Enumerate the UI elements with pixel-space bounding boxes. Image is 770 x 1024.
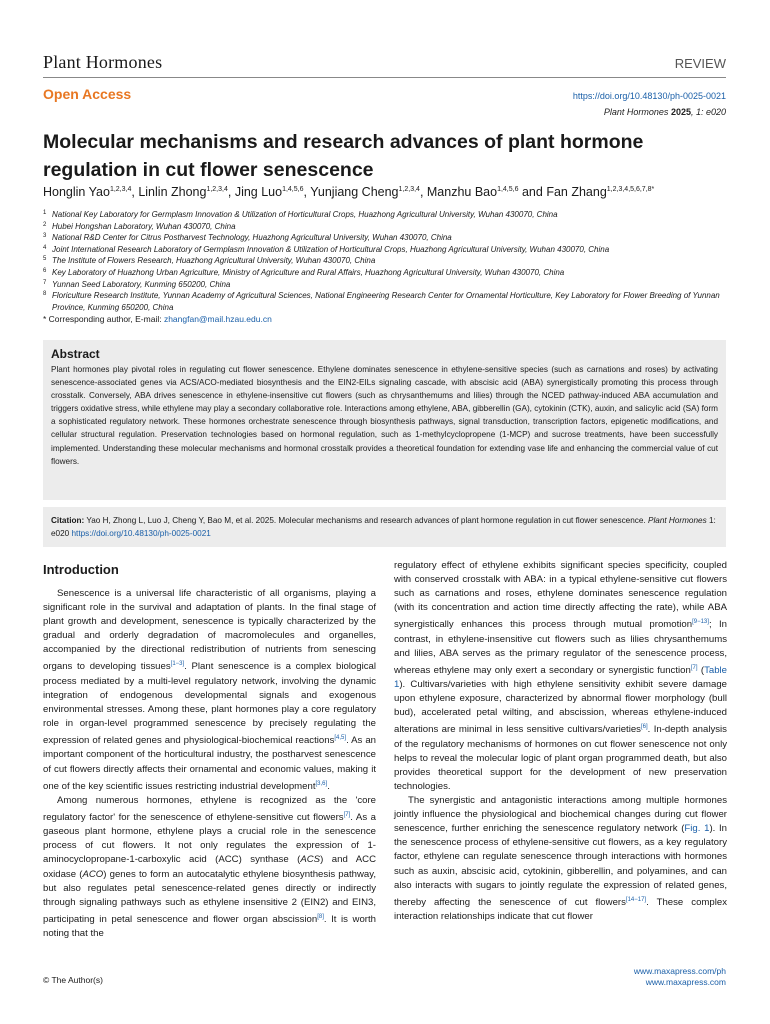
reference-link[interactable]: [8]	[317, 913, 324, 920]
paragraph: The synergistic and antagonistic interactions among multiple hormones jointly influence the physiological and biochemical changes during cut flower senescence, further enriching the senescence regulatory network (Fig. 1). In the senescence process of ethylene-sensitive cut flowers, as a key regulatory factor, ethylene can regulate senescence through interactions with hormones such as auxin, abscisic acid, cytokinin, gibberellin, and polyamines, and can also interacts with sugars to jointly regulate the expression of related genes, thereby affecting the senescence of cut flowers[14−17]. These complex interaction relationships indicate that cut flower	[394, 795, 727, 922]
reference-link[interactable]: [9−13]	[692, 619, 709, 626]
abstract-text: Plant hormones play pivotal roles in regulating cut flower senescence. Ethylene dominates senescence in ethylene-sensitive species (such as carnations and roses) by activating senescence-associated genes via ACS/ACO-mediated biosynthesis and the EIN2-EILs signaling cascade, with abscisic acid (ABA) synergistically promoting this process through crosstalk. Conversely, ABA drives senescence in ethylene-insensitive cut flowers (such as chrysanthemums and lilies) through the NCED pathway-induced ABA accumulation and triggers oxidative stress, while ethylene may play a secondary collaborative role. Interactions among ethylene, ABA, gibberellin (GA), cytokinin (CTK), auxin, and salicylic acid (SA) form a sophisticated regulatory network. These hormones orchestrate senescence through biosynthesis pathways, signal transduction, transcription factors, epigenetic modifications, and cellular structural regulation. Preservation technologies based on hormonal regulation, such as 1-methylcyclopropene (1-MCP) and sucrose treatments, have been successfully implemented. Understanding these molecular mechanisms and hormonal crosstalk provides a theoretical foundation for extending vase life and enhancing the commercial value of cut flowers.	[51, 365, 718, 466]
affiliation: 1 National Key Laboratory for Germplasm Innovation & Utilization of Horticultural Crops, Huazhong Agricultural University, Wuhan 430070, China	[43, 210, 558, 219]
table-link[interactable]: Table 1	[394, 665, 727, 691]
affiliation: 4 Joint International Research Laboratory of Germplasm Innovation & Utilization of Horticultural Crops, Huazhong Agricultural University, Wuhan 430070, China	[43, 244, 610, 254]
paragraph: Senescence is a universal life characteristic of all organisms, playing a significant role in the survival and adaptation of plants. In the final stage of plant growth and development, senescence is typically characterized by the gradual and orderly degradation of macromolecules and organelles, accompanied by the directional redistribution of nutrients from senescing organs to developing tissues[1−3]. Plant senescence is a complex biological process mediated by a multi-level regulatory network, involving the dynamic integration of endogenous developmental signals and exogenous environmental stresses. Among these, plant hormones play a core regulatory role in organ-level programmed senescence by precisely regulating the expression of related genes and physiological-biochemical reactions[4,5]. As an important component of the horticultural industry, the postharvest senescence of cut flowers directly affects their ornamental and economic values, making it one of the key scientific issues restricting industrial development[3,6].	[43, 588, 376, 792]
left-column	[43, 587, 376, 941]
affiliation: 5 The Institute of Flowers Research, Huazhong Agricultural University, Wuhan 430070, China	[43, 256, 376, 266]
figure-link[interactable]: Fig. 1	[684, 823, 710, 835]
reference-link[interactable]: [7]	[690, 664, 698, 671]
author: Jing Luo$^{1,4,5,6}$	[234, 185, 304, 199]
affiliation: 7 Yunnan Seed Laboratory, Kunming 650200, China	[43, 279, 231, 289]
affiliation: 6 Key Laboratory of Huazhong Urban Agriculture, Ministry of Agriculture and Rural Affairs, Huazhong Agricultural University, Wuhan 430070, China	[43, 267, 565, 277]
header-divider	[43, 77, 726, 78]
citation-text: Citation: Yao H, Zhong L, Luo J, Cheng Y, Bao M, et al. 2025. Molecular mechanisms and research advances of plant hormone regulation in cut flower senescence. Plant Hormones 1: e020 https://doi.org/10.48130/ph-0025-0021	[51, 516, 716, 538]
article-type: REVIEW	[674, 56, 726, 71]
reference-link[interactable]: [14−17]	[625, 896, 647, 903]
copyright: © The Author(s)	[43, 975, 103, 985]
right-column	[394, 559, 727, 924]
affiliation: 2 Hubei Hongshan Laboratory, Wuhan 430070, China	[43, 221, 236, 231]
affiliation: 8 Floriculture Research Institute, Yunnan Academy of Agricultural Sciences, National Engineering Research Center for Ornamental Horticulture, Key Laboratory for Flower Breeding of Yunnan Province, Kunming 650200, China	[43, 291, 720, 312]
reference-link[interactable]: [7]	[343, 811, 351, 818]
reference-link[interactable]: [4,5]	[334, 735, 347, 742]
journal-site-link[interactable]: www.maxapress.com/ph	[633, 966, 726, 976]
volume-info: Plant Hormones 2025, 1: e020	[603, 107, 726, 117]
publisher-site-link[interactable]: www.maxapress.com	[645, 977, 726, 987]
reference-link[interactable]: [6]	[640, 724, 648, 731]
citation-doi-link[interactable]: https://doi.org/10.48130/ph-0025-0021	[71, 529, 211, 538]
affiliations	[43, 209, 733, 326]
affiliation: 3 National R&D Center for Citrus Postharvest Technology, Huazhong Agricultural University, Wuhan 430070, China	[43, 233, 452, 243]
journal-name: Plant Hormones	[43, 52, 163, 72]
author: Linlin Zhong$^{1,2,3,4}$	[138, 185, 228, 199]
author-list: Honglin Yao$^{1,2,3,4}$, Linlin Zhong$^{1,2,3,4}$, Jing Luo$^{1,4,5,6}$, Yunjiang Cheng$^{1,2,3,4}$, Manzhu Bao$^{1,4,5,6}$ and Fan Zhang$^{1,2,3,4,5,6,7,8*}$	[43, 185, 655, 199]
author: Yunjiang Cheng$^{1,2,3,4}$	[310, 185, 420, 199]
section-heading-introduction: Introduction	[43, 562, 119, 577]
open-access-label: Open Access	[43, 86, 132, 102]
author: Honglin Yao$^{1,2,3,4}$	[43, 185, 132, 199]
doi-link[interactable]: https://doi.org/10.48130/ph-0025-0021	[572, 91, 726, 101]
abstract-heading: Abstract	[51, 347, 100, 361]
article-title: Molecular mechanisms and research advances of plant hormone regulation in cut flower senescence	[43, 131, 644, 181]
reference-link[interactable]: [1−3]	[170, 661, 185, 668]
author: Manzhu Bao$^{1,4,5,6}$	[426, 185, 519, 199]
corresponding-author: * Corresponding author, E-mail: zhangfan@mail.hzau.edu.cn	[43, 314, 272, 325]
author: Fan Zhang$^{1,2,3,4,5,6,7,8*}$	[546, 185, 655, 199]
paragraph: regulatory effect of ethylene exhibits significant species specificity, coupled with conserved crosstalk with ABA: in a typical ethylene-sensitive cut flowers such as carnations and roses, ethylene dominates senescence regulation (with its concentration and action time directly affecting the rate), while ABA synergistically enhances this process through mutual promotion[9−13]; In contrast, in ethylene-insensitive cut flowers such as lilies chrysanthemums and lilies, ABA serves as the primary regulator of the senescence process, whereas ethylene may only exert a secondary or synergistic function[7] (Table 1). Cultivars/varieties with high ethylene sensitivity exhibit severe damage upon ethylene exposure, characterized by abnormal flower morphology (bull bud), accelerated petal wilting, and abscission, whereas ethylene-induced alterations are minimal in less sensitive cultivars/varieties[6]. In-depth analysis of the regulatory mechanisms of hormones on cut flower senescence not only helps to reveal the molecular logic of plant organ programmed death, but also provides theoretical support for the development of new preservation technologies.	[394, 560, 727, 792]
email-link[interactable]: zhangfan@mail.hzau.edu.cn	[163, 314, 272, 325]
reference-link[interactable]: [3,6]	[315, 780, 328, 787]
paragraph: Among numerous hormones, ethylene is recognized as the 'core regulatory factor' for the senescence of ethylene-sensitive cut flowers[7]. As a gaseous plant hormone, ethylene plays a crucial role in the senescence process of cut flowers. It not only regulates the expression of 1-aminocyclopropane-1-carboxylic acid (ACC) synthase (ACS) and ACC oxidase (ACO) genes to form an autocatalytic ethylene biosynthesis pathway, but also regulates petal senescence-related genes directly or indirectly through signaling pathways such as ethylene insensitive 2 (EIN2) and EIN3, participating in petal senescence and flower organ abscission[8]. It is worth noting that the	[43, 794, 376, 940]
